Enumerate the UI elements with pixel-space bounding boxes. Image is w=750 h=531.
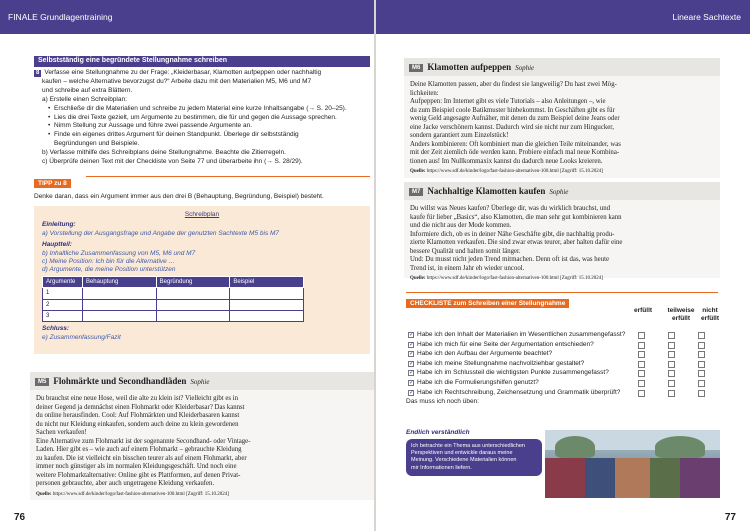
schreibplan-title: Schreibplan	[184, 211, 220, 218]
checklist-row	[406, 368, 718, 378]
table-cell[interactable]	[230, 288, 304, 299]
page-number-right: 77	[724, 512, 736, 523]
checkbox-erfuellt[interactable]	[638, 332, 645, 339]
m6-badge: M6	[409, 64, 423, 72]
text-line: du nicht nur Kleidung einkaufen, sondern auch deine zu klein gewordenen	[36, 420, 239, 428]
table-cell[interactable]	[156, 311, 230, 322]
material-m7	[404, 182, 720, 281]
endlich-verstaendlich	[406, 429, 542, 489]
tipp-label: TIPP zu 8	[34, 179, 71, 188]
m7-badge: M7	[409, 188, 423, 196]
text-line: Anders kombinieren: Oft kombiniert man die gleichen Teile miteinander, was	[410, 140, 621, 148]
text-line: mit der Zeit ziemlich öde werden kann. Probiere einfach mal neue Kombina-	[410, 149, 620, 156]
right-page	[376, 0, 750, 531]
plan-line: b) Inhaltliche Zusammenfassung von M5, M6 und M7	[42, 249, 196, 257]
checklist-row	[406, 330, 718, 340]
m6-title: Klamotten aufpeppen	[427, 62, 512, 72]
checkliste-practice-note: Das muss ich noch üben:	[406, 398, 479, 405]
plan-line: c) Meine Position: Ich bin für die Alternative …	[42, 258, 176, 266]
task-a-bullet: • Nimm Stellung zur Aussage und führe zwei passende Argumente an.	[34, 122, 366, 131]
task-intro-2: kaufen – welche Alternative bevorzugst du?“ Arbeite dazu mit den Materialien M5, M6 und M7	[42, 77, 312, 85]
task-a-bullet: • Lies die drei Texte gezielt, um Argumente zu bestimmen, die für und gegen die Aussage sprechen.	[34, 114, 366, 123]
photo-tree	[555, 436, 595, 458]
checkbox-nicht[interactable]	[698, 380, 705, 387]
checklist-text: Habe ich Rechtschreibung, Zeichensetzung und Grammatik überprüft?	[417, 388, 621, 396]
check-icon: ✓	[409, 332, 415, 338]
checkliste-label: CHECKLISTE zum Schreiben einer Stellungnahme	[406, 299, 569, 308]
photo-clothes	[680, 458, 720, 498]
source-url: https://www.sdf.de/kinder/logo/fast-fashion-alternativen-100.html [Zugriff: 15.10.2024]	[426, 169, 603, 174]
schreibplan-box	[34, 206, 370, 354]
material-m6	[404, 58, 720, 178]
table-row	[43, 288, 304, 299]
text-line: Informiere dich, ob es in deiner Nähe Geschäfte gibt, die nachhaltig produ-	[410, 230, 615, 238]
table-header: Argumente	[43, 276, 83, 287]
endlich-text: mir Informationen liefern.	[411, 464, 472, 471]
checkbox-teilweise[interactable]	[668, 390, 675, 397]
m5-body	[30, 390, 374, 491]
right-header-bar	[376, 0, 750, 34]
col-nicht	[698, 307, 722, 322]
checkliste-divider	[406, 292, 718, 293]
table-header: Behauptung	[82, 276, 156, 287]
table-cell: 3	[43, 311, 83, 322]
m6-source	[404, 168, 720, 175]
text-line: Aufpeppen: Im Internet gibt es viele Tutorials – also Anleitungen –, wie	[410, 98, 606, 105]
text-line: Eine Alternative zum Flohmarkt ist der sogenannte Secondhand- oder Vintage-	[36, 437, 251, 445]
table-cell[interactable]	[230, 299, 304, 310]
table-cell[interactable]	[82, 299, 156, 310]
check-icon: ✓	[409, 351, 415, 358]
plan-heading: Einleitung:	[42, 221, 76, 229]
photo-tree	[655, 436, 705, 458]
table-row	[43, 311, 304, 322]
plan-heading: Schluss:	[42, 325, 70, 333]
endlich-text: Perspektiven und entwickle daraus meine	[411, 450, 513, 457]
checklist-row	[406, 349, 718, 359]
text-line: weitere Flohmarktalternative: Online gibt es Plattformen, auf denen Privat-	[36, 471, 241, 479]
text-line: immer noch günstiger als im normalen Kleidungsgeschäft. Und noch eine	[36, 463, 237, 470]
m7-author: Sophie	[549, 188, 569, 196]
checklist-text: Habe ich meine Stellungnahme nachvollziehbar gestaltet?	[417, 359, 585, 367]
text-line: bessere Qualität und halten somit länger.	[410, 247, 521, 255]
left-header-title: FINALE Grundlagentraining	[8, 12, 113, 22]
endlich-text: Ich betrachte ein Thema aus unterschiedlichen	[411, 443, 525, 449]
checkbox-nicht[interactable]	[698, 351, 705, 358]
argument-table	[42, 276, 304, 323]
table-cell[interactable]	[82, 311, 156, 322]
task-intro-1: Verfasse eine Stellungnahme zu der Frage: „Kleiderbasar, Klamotten aufpeppen oder nachhaltig	[44, 69, 322, 76]
checkbox-teilweise[interactable]	[668, 332, 675, 339]
photo-clothes	[650, 458, 680, 498]
text-line: Und: Du musst nicht jeden Trend mitmachen. Denn oft ist das, was heute	[410, 256, 609, 263]
col-teilweise	[666, 307, 696, 322]
m7-source	[404, 275, 720, 282]
checklist-text: Habe ich die Formulierungshilfen genutzt?	[417, 378, 539, 386]
m5-badge: M5	[35, 378, 49, 386]
material-m5	[30, 372, 374, 500]
check-icon: ✓	[409, 389, 415, 396]
check-icon: ✓	[409, 379, 415, 386]
checklist-text: Habe ich den Aufbau der Argumente beachtet?	[417, 350, 553, 358]
plan-line: d) Argumente, die meine Position unterstützen	[42, 266, 176, 274]
photo-clothes	[545, 458, 585, 498]
text-line: lichkeiten:	[410, 89, 439, 97]
checklist-row	[406, 378, 718, 388]
check-icon: ✓	[409, 360, 415, 367]
text-line: Deine Klamotten passen, aber du findest sie langweilig? Du hast zwei Mög-	[410, 81, 617, 88]
checklist-row	[406, 359, 718, 369]
endlich-box	[406, 439, 542, 476]
text-line: Du brauchst eine neue Hose, weil die alte zu klein ist? Vielleicht gibt es in	[36, 395, 238, 402]
text-line: und die nicht aus der Mode kommen.	[410, 222, 512, 229]
checkbox-teilweise[interactable]	[668, 342, 675, 349]
text-line: zu kaufen. Die ist vielleicht ein bisschen teurer als auf einem Flohmarkt, aber	[36, 454, 247, 462]
checklist-text: Habe ich mich für eine Seite der Argumentation entschieden?	[417, 340, 594, 348]
text-line: du online herausfinden. Cool: Auf Flohmärkten und Kleiderbasaren kannst	[36, 412, 240, 419]
tipp-box	[34, 172, 370, 200]
text-line: personen gebrauchte, aber auch ungetragene Kleidung verkaufen.	[36, 480, 215, 487]
source-url: https://www.sdf.de/kinder/logo/fast-fashion-alternativen-100.html [Zugriff: 15.10.2024]	[426, 276, 603, 281]
plan-line: a) Vorstellung der Ausgangsfrage und Angabe der genutzten Sachtexte M5 bis M7	[42, 229, 280, 237]
m6-author: Sophie	[515, 64, 535, 72]
text-line: kaufe für lieber „Basics“, also Klamotten, die man sehr gut kombinieren kann	[410, 213, 622, 221]
tipp-text: Denke daran, dass ein Argument immer aus den drei B (Behauptung, Begründung, Beispiel) besteht.	[34, 193, 324, 200]
text-line: Trend ist, in einem Jahr eh wieder uncool.	[410, 264, 525, 272]
text-line: tionen aus! Im Nullkommaxix kannst du dadurch neue Looks kreieren.	[410, 157, 603, 165]
photo-clothes	[585, 458, 615, 498]
flea-market-photo	[545, 430, 720, 498]
tipp-divider	[86, 176, 370, 177]
m6-heading	[404, 58, 720, 76]
checkbox-nicht[interactable]	[698, 342, 705, 349]
endlich-text: Meinung. Verschiedene Materialien können	[411, 457, 517, 464]
task-a-bullet: • Erschließe dir die Materialien und schreibe zu jedem Material eine kurze Inhaltsangabe (→ S. 20–25).	[34, 105, 366, 114]
checkbox-teilweise[interactable]	[668, 351, 675, 358]
table-header: Beispiel	[230, 276, 304, 287]
checkbox-erfuellt[interactable]	[638, 361, 645, 368]
source-label: Quelle:	[410, 169, 426, 174]
col-label: nicht	[702, 307, 718, 314]
table-cell: 2	[43, 299, 83, 310]
task-intro-3: und schreibe auf extra Blättern.	[42, 86, 133, 94]
col-label: erfüllt	[671, 314, 691, 322]
page-number-left: 76	[14, 512, 26, 523]
task-c: c) Überprüfe deinen Text mit der Checkliste von Seite 77 und überarbeite ihn (→ S. 28/29).	[42, 158, 303, 166]
text-line: eine Jacke verschönern kannst. Dadurch wird sie nicht nur zum Hingucker,	[410, 123, 614, 131]
text-line: deiner Gegend ja demnächst einen Flohmarkt oder Kleiderbasar? Das kannst	[36, 403, 245, 411]
table-cell[interactable]	[156, 288, 230, 299]
col-label: teilweise	[667, 307, 695, 314]
task-a: a) Erstelle einen Schreibplan:	[42, 95, 127, 103]
col-label: erfüllt	[634, 307, 653, 314]
m7-heading	[404, 182, 720, 200]
task-a-bullet: • Finde ein eigenes drittes Argument für deinen Standpunkt. Überlege dir selbstständig	[34, 131, 366, 140]
text-line: Du willst was Neues kaufen? Überlege dir, was du wirklich brauchst, und	[410, 205, 610, 212]
endlich-label: Endlich verständlich	[406, 429, 470, 436]
checkliste-items	[406, 330, 718, 397]
col-label: erfüllt	[700, 314, 720, 322]
checkbox-nicht[interactable]	[698, 332, 705, 339]
section-title: Selbstständig eine begründete Stellungnahme schreiben	[34, 56, 370, 67]
m6-body	[404, 76, 720, 168]
table-cell[interactable]	[230, 311, 304, 322]
text-line: sondern garantiert zum Einzelstück!	[410, 132, 509, 139]
checkbox-teilweise[interactable]	[668, 380, 675, 387]
checklist-text: Habe ich im Schlussteil die wichtigsten Punkte zusammengefasst?	[417, 369, 609, 377]
checklist-row	[406, 340, 718, 350]
table-header: Begründung	[156, 276, 230, 287]
plan-line: e) Zusammenfassung/Fazit	[42, 333, 121, 341]
checklist-text: Habe ich den Inhalt der Materialien im Wesentlichen zusammengefasst?	[417, 331, 626, 338]
checkbox-erfuellt[interactable]	[638, 380, 645, 387]
check-icon: ✓	[409, 341, 415, 348]
checkbox-nicht[interactable]	[698, 361, 705, 368]
text-line: Laden. Hier gibt es – wie auch auf einem Flohmarkt – gebrauchte Kleidung	[36, 446, 242, 453]
checkbox-teilweise[interactable]	[668, 370, 675, 377]
checkbox-erfuellt[interactable]	[638, 342, 645, 349]
source-url: https://www.sdf.de/kinder/logo/fast-fashion-alternativen-100.html [Zugriff: 15.10.2024]	[52, 491, 229, 497]
table-cell: 1	[43, 288, 83, 299]
text-line: zierte Klamotten verkaufen. Die sind zwar etwas teurer, aber halten dafür eine	[410, 239, 623, 246]
task-a-bullet-cont: Begründungen und Beispiele.	[54, 140, 140, 148]
left-page	[0, 0, 374, 531]
checkbox-nicht[interactable]	[698, 390, 705, 397]
checkliste	[406, 292, 720, 405]
m5-author: Sophie	[190, 378, 210, 386]
plan-heading: Hauptteil:	[42, 241, 72, 249]
check-icon: ✓	[409, 370, 415, 377]
task-b: b) Verfasse mithilfe des Schreibplans deine Stellungnahme. Beachte die Zitierregeln.	[42, 149, 286, 157]
right-header-title: Lineare Sachtexte	[672, 12, 741, 22]
checkbox-teilweise[interactable]	[668, 361, 675, 368]
text-line: wenig Geld angesagte Aufnäher, mit denen du zum Beispiel deine Jeans oder	[410, 115, 620, 122]
table-cell[interactable]	[156, 299, 230, 310]
col-erfuellt	[634, 307, 652, 315]
task-8	[34, 69, 366, 167]
source-label: Quelle:	[36, 491, 52, 497]
checkbox-erfuellt[interactable]	[638, 390, 645, 397]
table-row	[43, 299, 304, 310]
m5-title: Flohmärkte und Secondhandläden	[53, 376, 187, 386]
text-line: Sachen verkaufen!	[36, 429, 87, 436]
checkbox-erfuellt[interactable]	[638, 351, 645, 358]
m5-heading	[30, 372, 374, 390]
checkbox-erfuellt[interactable]	[638, 370, 645, 377]
m5-source	[30, 491, 374, 498]
task-number: 8	[36, 70, 40, 76]
table-cell[interactable]	[82, 288, 156, 299]
checklist-row	[406, 388, 718, 398]
source-label: Quelle:	[410, 276, 426, 281]
left-header-bar	[0, 0, 374, 34]
text-line: du zum Beispiel coole Batikmuster hinbekommst. In Geschäften gibt es für	[410, 106, 615, 114]
m7-body	[404, 200, 720, 275]
photo-clothes	[615, 458, 650, 498]
checkbox-nicht[interactable]	[698, 370, 705, 377]
m7-title: Nachhaltige Klamotten kaufen	[427, 186, 546, 196]
